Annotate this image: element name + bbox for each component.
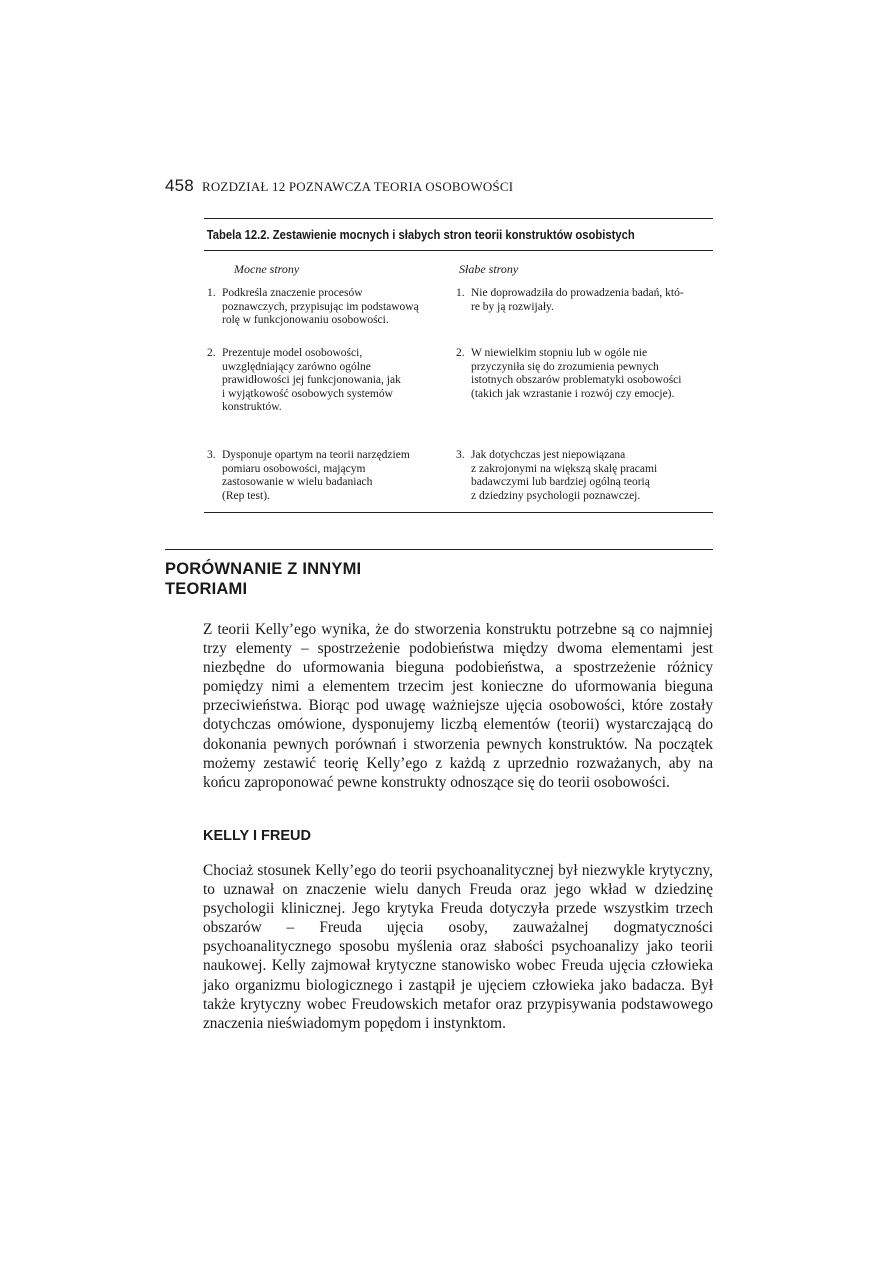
table-column-headers <box>204 251 713 287</box>
weak-cell <box>456 449 716 503</box>
table-caption: Tabela 12.2. Zestawienie mocnych i słabych stron teorii konstruktów osobistych <box>206 228 635 242</box>
strong-cell <box>207 347 442 415</box>
strong-text: Prezentuje model osobowości, uwzględniający zarówno ogólne prawidłowości jej funkcjonowania, jak i wyjątkowość osobowych systemów konstruktów. <box>222 347 401 414</box>
table-row <box>204 449 713 512</box>
weak-text: W niewielkim stopniu lub w ogóle nie przyczyniła się do zrozumienia pewnych istotnych obszarów problematyki osobowości (takich jak wzrastanie i rozwój czy emocje). <box>471 347 682 400</box>
weak-text: Nie doprowadziła do prowadzenia badań, któ- re by ją rozwijały. <box>471 287 684 313</box>
table-row <box>204 347 713 449</box>
strong-cell <box>207 287 442 328</box>
section-heading <box>165 559 465 599</box>
page-number: 458 <box>165 176 194 195</box>
item-number: 3. <box>207 449 216 461</box>
weak-cell <box>456 347 716 401</box>
running-head <box>165 176 513 196</box>
item-number: 3. <box>456 449 465 461</box>
strong-cell <box>207 449 442 503</box>
table-row <box>204 287 713 347</box>
section-heading-line: TEORIAMI <box>165 580 248 598</box>
item-number: 1. <box>207 287 216 299</box>
strong-text: Dysponuje opartym na teorii narzędziem pomiaru osobowości, mającym zastosowanie w wielu badaniach (Rep test). <box>222 449 410 502</box>
item-number: 2. <box>456 347 465 359</box>
section-rule <box>165 549 713 550</box>
column-header-strong: Mocne strony <box>234 262 300 276</box>
comparison-table <box>204 218 713 513</box>
section-heading-line: PORÓWNANIE Z INNYMI <box>165 560 362 578</box>
item-number: 2. <box>207 347 216 359</box>
column-header-weak: Słabe strony <box>459 262 519 276</box>
body-paragraph: Z teorii Kelly’ego wynika, że do stworzenia konstruktu potrzebne są co najmniej trzy elementy – spostrzeżenie podobieństwa między dwoma elementami jest niezbędne do uformowania bieguna podobieństwa, a spostrzeżenie różnicy pomiędzy nimi a elementem trzecim jest konieczne do uformowania bieguna przeciwieństwa. Biorąc pod uwagę ważniejsze ujęcia osobowości, które zostały dotychczas omówione, dysponujemy liczbą elementów (teorii) wystarczającą do dokonania pewnych porównań i stworzenia pewnych konstruktów. Na początek możemy zestawić teorię Kelly’ego z każdą z uprzednio rozważanych, aby na końcu zaproponować pewne konstrukty odnoszące się do teorii osobowości. <box>203 621 713 791</box>
chapter-title: ROZDZIAŁ 12 POZNAWCZA TEORIA OSOBOWOŚCI <box>201 179 514 194</box>
weak-text: Jak dotychczas jest niepowiązana z zakrojonymi na większą skalę pracami badawczymi lub bardziej ogólną teorią z dziedziny psychologii poznawczej. <box>471 449 658 502</box>
weak-cell <box>456 287 716 314</box>
item-number: 1. <box>456 287 465 299</box>
table-bottom-rule <box>204 512 713 513</box>
subsection-heading: KELLY I FREUD <box>203 828 311 844</box>
body-paragraph: Chociaż stosunek Kelly’ego do teorii psychoanalitycznej był niezwykle krytyczny, to uznawał on znaczenie wielu danych Freuda oraz jego wkład w dziedzinę psychologii klinicznej. Jego krytyka Freuda dotyczyła przede wszystkim trzech obszarów – Freuda ujęcia osoby, zauważalnej dogmatyczności psychoanalitycznego sposobu myślenia oraz słabości psychoanalizy jako teorii naukowej. Kelly zajmował krytyczne stanowisko wobec Freuda ujęcia człowieka jako organizmu biologicznego i zastąpił je ujęciem człowieka jako badacza. Był także krytyczny wobec Freudowskich metafor oraz przypisywania podstawowego znaczenia nieświadomym popędom i instynktom. <box>203 862 713 1032</box>
strong-text: Podkreśla znaczenie procesów poznawczych, przypisując im podstawową rolę w funkcjonowaniu osobowości. <box>222 287 419 327</box>
